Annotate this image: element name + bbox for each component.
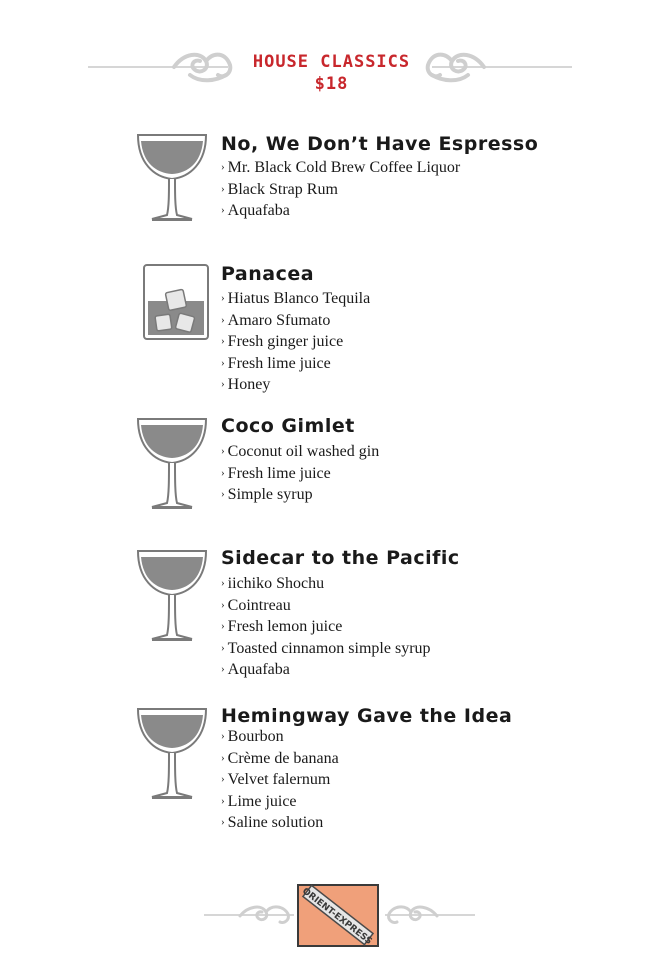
ingredient: › Amaro Sfumato: [221, 311, 331, 329]
coupe-glass-icon: [134, 415, 214, 513]
footer-flourish-left-icon: [236, 900, 292, 930]
ingredient: › Simple syrup: [221, 486, 313, 503]
ingredient-list: [221, 442, 379, 507]
chevron-icon: ›: [221, 663, 225, 675]
chevron-icon: ›: [221, 466, 225, 479]
chevron-icon: ›: [221, 641, 225, 654]
ingredient: › Toasted cinnamon simple syrup: [221, 639, 431, 657]
chevron-icon: ›: [221, 730, 225, 742]
ingredient: › iichiko Shochu: [221, 575, 325, 592]
section-price: $18: [314, 74, 349, 94]
drink-name: No, We Don’t Have Espresso: [221, 133, 539, 155]
chevron-icon: ›: [221, 335, 225, 347]
coupe-glass-icon: [134, 133, 214, 225]
chevron-icon: ›: [221, 182, 225, 195]
chevron-icon: ›: [221, 488, 225, 500]
chevron-icon: ›: [221, 313, 225, 326]
ingredient: › Cointreau: [221, 596, 291, 614]
ingredient-list: [221, 158, 460, 223]
ingredient: › Mr. Black Cold Brew Coffee Liquor: [221, 159, 461, 176]
rocks-glass-icon: [142, 263, 210, 341]
svg-text:ORIENT-EXPRESS: ORIENT-EXPRESS: [300, 886, 374, 947]
drink-name: Sidecar to the Pacific: [221, 547, 460, 569]
ingredient: › Fresh lemon juice: [221, 618, 343, 635]
chevron-icon: ›: [221, 356, 225, 369]
ingredient: › Aquafaba: [221, 202, 290, 219]
orient-express-logo: [297, 884, 379, 947]
ingredient-list: [221, 727, 339, 835]
chevron-icon: ›: [221, 773, 225, 785]
chevron-icon: ›: [221, 816, 225, 828]
section-title: HOUSE CLASSICS: [252, 52, 411, 72]
ingredient: › Aquafaba: [221, 661, 290, 678]
chevron-icon: ›: [221, 598, 225, 611]
ingredient-list: [221, 289, 370, 397]
footer-flourish-right-icon: [385, 900, 441, 930]
chevron-icon: ›: [221, 378, 225, 390]
ingredient: › Saline solution: [221, 814, 324, 831]
coupe-glass-icon: [134, 705, 214, 803]
ingredient: › Fresh lime juice: [221, 464, 331, 482]
coupe-glass-icon: [134, 547, 214, 645]
chevron-icon: ›: [221, 445, 225, 457]
ingredient: › Fresh ginger juice: [221, 333, 344, 350]
chevron-icon: ›: [221, 161, 225, 173]
drink-name: Coco Gimlet: [221, 415, 355, 437]
ingredient: › Velvet falernum: [221, 771, 331, 788]
chevron-icon: ›: [221, 292, 225, 304]
chevron-icon: ›: [221, 620, 225, 632]
drink-name: Panacea: [221, 263, 315, 285]
chevron-icon: ›: [221, 751, 225, 764]
ingredient: › Coconut oil washed gin: [221, 443, 380, 460]
ingredient-list: [221, 574, 431, 682]
ingredient: › Honey: [221, 376, 271, 393]
drink-name: Hemingway Gave the Idea: [221, 705, 513, 727]
ingredient: › Lime juice: [221, 792, 297, 810]
chevron-icon: ›: [221, 204, 225, 216]
chevron-icon: ›: [221, 794, 225, 807]
ingredient: › Crème de banana: [221, 749, 339, 767]
ingredient: › Bourbon: [221, 728, 284, 745]
ingredient: › Hiatus Blanco Tequila: [221, 290, 371, 307]
ingredient: › Black Strap Rum: [221, 180, 338, 198]
chevron-icon: ›: [221, 577, 225, 589]
ingredient: › Fresh lime juice: [221, 354, 331, 372]
